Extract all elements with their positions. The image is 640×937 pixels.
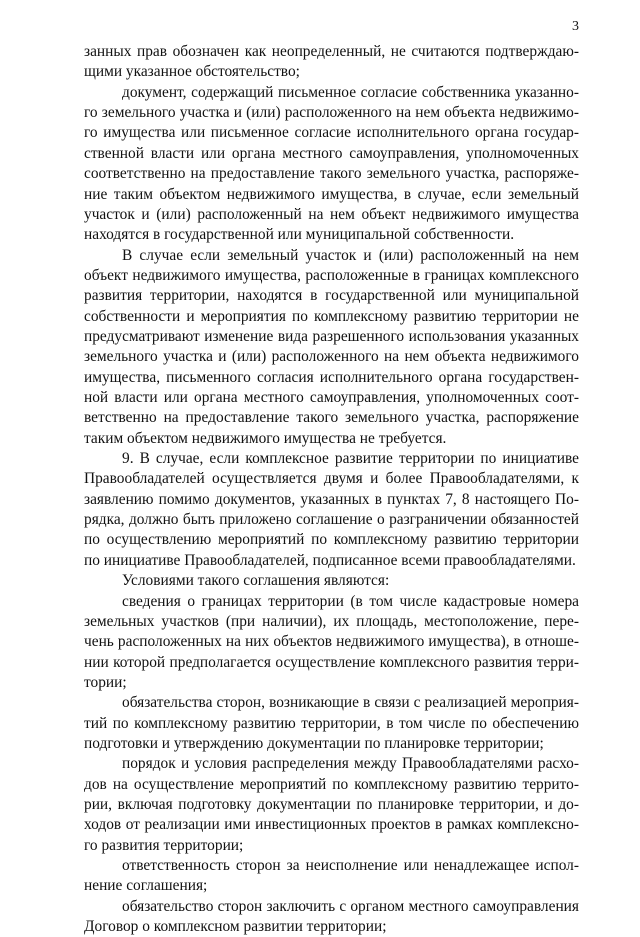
text-line: земельного участка и (или) расположенного на нем объекта недвижимого xyxy=(84,348,579,366)
text-line: Правообладателей осуществляется двумя и более Правообладателями, к xyxy=(84,470,579,488)
text-line: собственности и мероприятия по комплексному развитию территории не xyxy=(84,307,579,325)
text-line: рии, включая подготовку документации по планировке территории, и до- xyxy=(84,796,579,813)
text-line: земельных участков (при наличии), их площадь, местоположение, пере- xyxy=(84,612,579,630)
text-line: соответственно на предоставление такого земельного участка, распоряже- xyxy=(84,165,579,183)
text-line: подготовки и утверждению документации по планировке территории; xyxy=(84,734,544,752)
text-line: ние таким объектом недвижимого имущества, в случае, если земельный xyxy=(84,185,579,203)
text-line: обязательства сторон, возникающие в связи с реализацией мероприя- xyxy=(122,694,579,712)
text-line: В случае если земельный участок и (или) расположенный на нем xyxy=(122,246,579,264)
text-line: имущества, письменного согласия исполнительного органа государствен- xyxy=(84,368,579,386)
text-line: рядка, должно быть приложено соглашение о разграничении обязанностей xyxy=(84,511,579,529)
text-line: развития территории, находятся в государственной или муниципальной xyxy=(84,287,579,305)
text-line: предусматривают изменение вида разрешенного использования указанных xyxy=(84,327,579,345)
text-line: сведения о границах территории (в том числе кадастровые номера xyxy=(122,592,579,610)
text-line: ветственно на предоставление такого земельного участка, распоряжение xyxy=(84,409,579,427)
text-line: чень расположенных на них объектов недвижимого имущества), в отноше- xyxy=(84,633,579,651)
text-line: заявлению помимо документов, указанных в пунктах 7, 8 настоящего По- xyxy=(84,490,579,508)
text-line: участок и (или) расположенный на нем объект недвижимого имущества xyxy=(84,205,579,223)
text-line: го имущества или письменное согласие исполнительного органа государ- xyxy=(84,124,579,142)
text-line: ходов от реализации ими инвестиционных проектов в рамках комплексно- xyxy=(84,816,579,834)
text-line: тории; xyxy=(84,673,127,691)
text-line: по инициативе Правообладателей, подписанное всеми правообладателями. xyxy=(84,551,576,569)
text-line: щими указанное обстоятельство; xyxy=(84,63,300,81)
text-line: го земельного участка и (или) расположенного на нем объекта недвижимо- xyxy=(84,104,579,122)
text-line: таким объектом недвижимого имущества не требуется. xyxy=(84,429,447,447)
text-line: нии которой предполагается осуществление комплексного развития терри- xyxy=(84,653,579,671)
text-line: ственной власти или органа местного самоуправления, уполномоченных xyxy=(84,144,579,162)
text-line: объект недвижимого имущества, расположенные в границах комплексного xyxy=(84,266,579,284)
text-line: тий по комплексному развитию территории, в том числе по обеспечению xyxy=(84,714,579,732)
text-line: Условиями такого соглашения являются: xyxy=(122,572,390,590)
text-line: документ, содержащий письменное согласие собственника указанно- xyxy=(122,83,579,101)
text-line: по осуществлению мероприятий по комплексному развитию территории xyxy=(84,531,579,549)
text-line: порядок и условия распределения между Правообладателями расхо- xyxy=(122,755,579,773)
text-line: го развития территории; xyxy=(84,836,244,854)
text-line: ответственность сторон за неисполнение или ненадлежащее испол- xyxy=(122,857,579,874)
text-line: обязательство сторон заключить с органом местного самоуправления xyxy=(122,897,579,915)
text-line: занных прав обозначен как неопределенный, не считаются подтверждаю- xyxy=(84,43,579,60)
text-line: находятся в государственной или муниципальной собственности. xyxy=(84,226,515,244)
text-line: Договор о комплексном развитии территории; xyxy=(84,918,387,936)
text-line: 9. В случае, если комплексное развитие территории по инициативе xyxy=(122,450,579,467)
text-line: нение соглашения; xyxy=(84,877,208,895)
page-number: 3 xyxy=(572,19,579,34)
text-line: ной власти или органа местного самоуправления, уполномоченных соот- xyxy=(84,389,579,406)
text-line: дов на осуществление мероприятий по комплексному развитию террито- xyxy=(84,775,579,793)
